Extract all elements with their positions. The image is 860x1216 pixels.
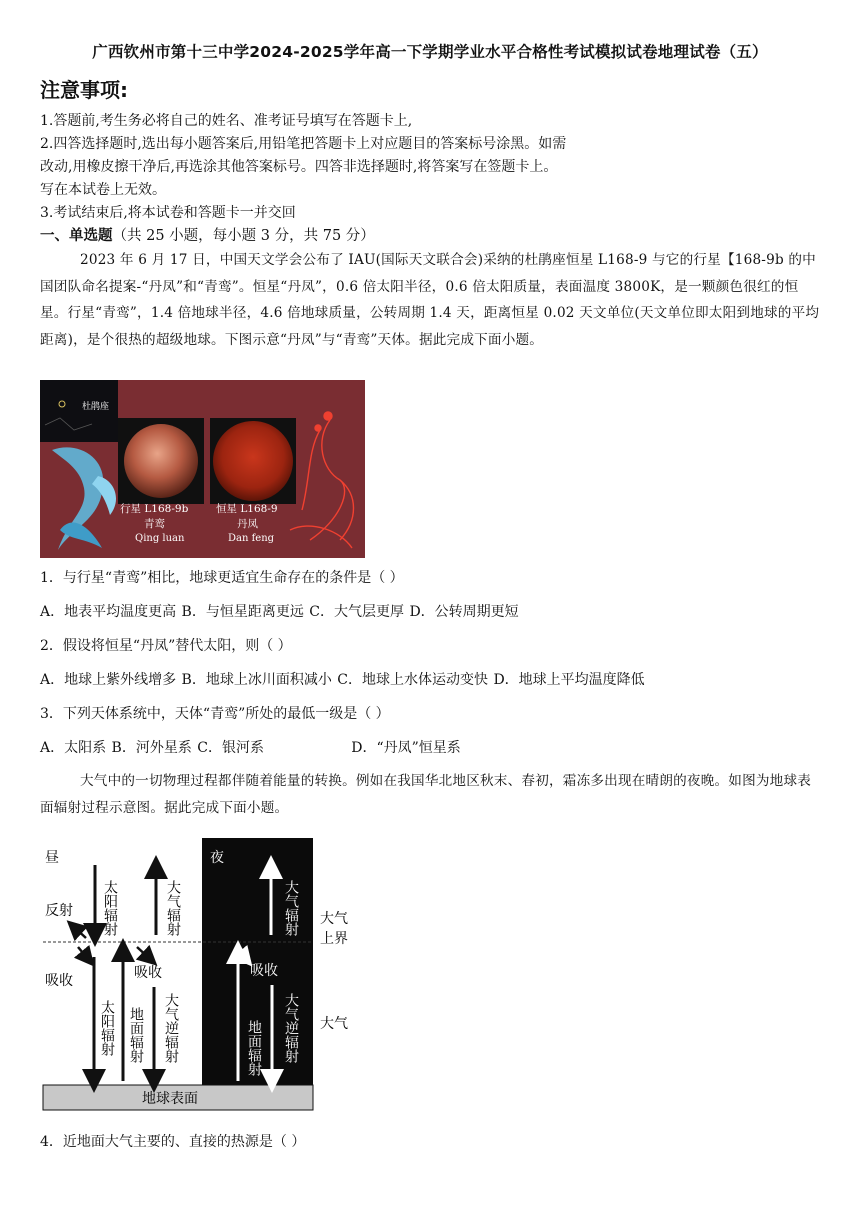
question-2-options: A．地球上紫外线增多 B．地球上冰川面积减小 C．地球上水体运动变快 D．地球上平均温度降低 xyxy=(40,672,645,688)
night-atmo-radiation-label: 大气辐射 xyxy=(283,880,299,936)
planet-caption-line1: 行星 L168-9b xyxy=(120,503,189,515)
section-heading xyxy=(40,224,375,245)
section-label: 一、单选题 xyxy=(40,228,113,244)
passage-2: 大气中的一切物理过程都伴随着能量的转换。例如在我国华北地区秋末、春初，霜冻多出现在晴朗的夜晚。如图为地球表面辐射过程示意图。据此完成下面小题。 xyxy=(40,773,812,816)
notice-line-1: 1.答题前,考生务必将自己的姓名、准考证号填写在答题卡上, xyxy=(40,113,413,129)
question-3-options: A．太阳系 B．河外星系 C．银河系 D．“丹凤”恒星系 xyxy=(40,740,461,756)
ground-radiation-label: 地面辐射 xyxy=(128,1007,144,1063)
night-absorb-label: 吸收 xyxy=(250,963,278,979)
solar-radiation-top-label: 太阳辐射 xyxy=(102,880,118,936)
planet-caption-line3: Qing luan xyxy=(135,533,185,544)
star-danfeng xyxy=(213,421,293,501)
notice-line-2: 2.四答选择题时,选出每小题答案后,用铅笔把答题卡上对应题目的答案标号涂黑。如需 xyxy=(40,136,567,152)
night-counter-radiation-label: 大气逆辐射 xyxy=(283,993,299,1063)
atmo-radiation-top-label: 大气辐射 xyxy=(165,880,181,936)
question-4-stem: 4．近地面大气主要的、直接的热源是（ ） xyxy=(40,1134,306,1150)
day-label: 昼 xyxy=(45,850,59,866)
question-1-stem: 1．与行星“青鸾”相比，地球更适宜生命存在的条件是（ ） xyxy=(40,570,404,586)
radiation-diagram xyxy=(40,835,360,1115)
star-planet-figure xyxy=(40,380,365,558)
planet-caption-line2: 青鸾 xyxy=(144,518,165,530)
counter-radiation-label: 大气逆辐射 xyxy=(163,993,179,1063)
absorb-mid-label: 吸收 xyxy=(134,965,162,981)
question-3-stem: 3．下列天体系统中，天体“青鸾”所处的最低一级是（ ） xyxy=(40,706,390,722)
atmosphere-label: 大气 xyxy=(320,1016,348,1032)
absorb-left-label: 吸收 xyxy=(45,973,73,989)
passage-1: 2023 年 6 月 17 日，中国天文学会公布了 IAU(国际天文联合会)采纳的杜鹃座恒星 L168-9 与它的行星【168-9b 的中国团队命名提案-“丹凤”和“青鸾”。恒星“丹凤”，0.6 倍太阳半径，0.6 倍太阳质量，表面温度 3800K，是一颗颜色很红的恒星。行星“青鸾”，1.4 倍地球半径，4.6 倍地球质量，公转周期 1.4 天，距离恒星 0.02 天文单位(天文单位即太阳到地球的平均距离)，是个很热的超级地球。下图示意“丹凤”与“青鸾”天体。据此完成下面小题。 xyxy=(40,252,820,348)
notice-line-3: 改动,用橡皮擦干净后,再选涂其他答案标号。四答非选择题时,将答案写在签题卡上。 xyxy=(40,159,558,175)
constellation-label: 杜鹃座 xyxy=(82,402,110,412)
notice-line-5: 3.考试结束后,将本试卷和答题卡一并交回 xyxy=(40,205,296,221)
night-label: 夜 xyxy=(210,850,224,866)
notice-line-4: 写在本试卷上无效。 xyxy=(40,182,166,198)
notice-heading: 注意事项: xyxy=(40,78,128,102)
planet-qingluan xyxy=(124,424,198,498)
solar-radiation-bottom-label: 太阳辐射 xyxy=(99,1000,115,1056)
surface-label: 地球表面 xyxy=(142,1091,198,1107)
question-2-stem: 2．假设将恒星“丹凤”替代太阳，则（ ） xyxy=(40,638,292,654)
question-1-options: A．地表平均温度更高 B．与恒星距离更远 C．大气层更厚 D．公转周期更短 xyxy=(40,604,519,620)
star-caption-line2: 丹凤 xyxy=(237,518,258,530)
atmosphere-upper-label-2: 上界 xyxy=(320,931,348,947)
reflect-label: 反射 xyxy=(45,903,73,919)
atmosphere-upper-label-1: 大气 xyxy=(320,911,348,927)
star-caption-line1: 恒星 L168-9 xyxy=(216,503,278,515)
page-title: 广西钦州市第十三中学2024-2025学年高一下学期学业水平合格性考试模拟试卷地理试卷（五） xyxy=(92,43,768,61)
night-ground-radiation-label: 地面辐射 xyxy=(246,1020,262,1076)
absorb-left-arrow xyxy=(78,947,88,959)
star-caption-line3: Dan feng xyxy=(228,533,275,544)
absorb-mid-arrow xyxy=(137,947,150,959)
reflect-arrow xyxy=(74,927,86,938)
section-desc: （共 25 小题，每小题 3 分，共 75 分） xyxy=(112,228,375,244)
